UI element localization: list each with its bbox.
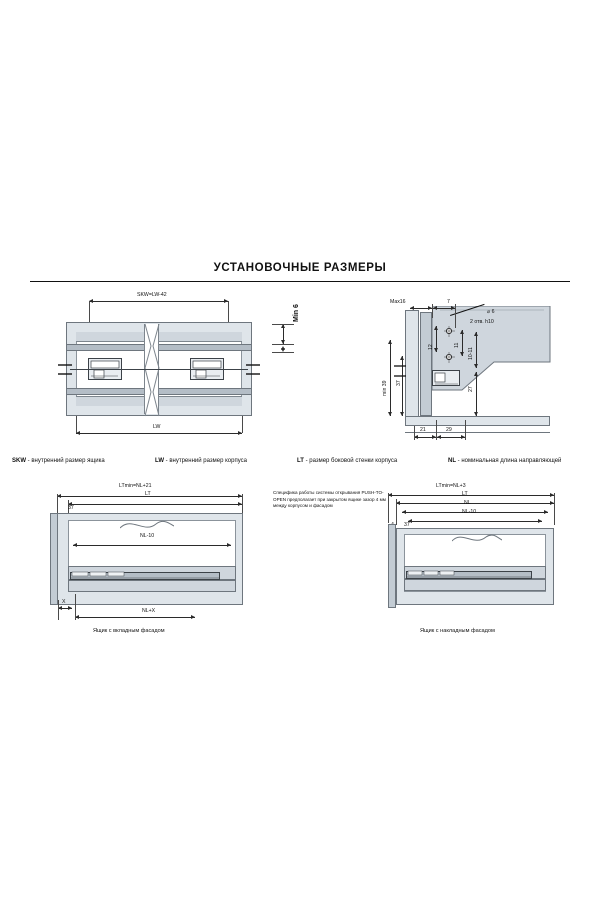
dim-label-min6: Min 6: [293, 304, 300, 322]
dim-label-lt-min-right: LTmin=NL+3: [436, 483, 466, 489]
dim-arrow-min39-up: [388, 340, 392, 344]
facade-right: [388, 524, 396, 608]
legend-code-lt: LT: [297, 458, 304, 464]
legend-code-skw: SKW: [12, 458, 26, 464]
cabinet-side-panel: [420, 312, 432, 416]
figure-caption-left: Ящик с вкладным фасадом: [93, 628, 165, 634]
ext-line-lw-right: [242, 415, 243, 433]
legend-text-lw: - внутренний размер корпуса: [165, 458, 247, 464]
hole-symbol-lower: [444, 352, 456, 364]
dim-arrow-min6b-down: [281, 348, 285, 352]
dim-label-x: X: [62, 599, 66, 605]
drawer-base-right: [404, 579, 546, 591]
dim-label-29: 29: [446, 427, 452, 433]
dim-line-lt-left: [68, 504, 242, 505]
legend-text-skw: - внутренний размер ящика: [27, 458, 105, 464]
dim-label-nlx: NL+X: [142, 608, 156, 614]
dim-arrow-1011-up: [474, 332, 478, 336]
mechanism-right-detail: [190, 358, 226, 382]
ext-line-br-4: [388, 493, 389, 523]
ext-line-skw-right: [228, 301, 229, 323]
dim-arrow-27-down: [474, 412, 478, 416]
ext-line-bl-5: [75, 594, 76, 620]
dim-label-21: 21: [420, 427, 426, 433]
dim-arrow-nl10l-b: [227, 543, 231, 547]
dim-line-10-11: [476, 332, 477, 368]
dim-label-lt-right: LT: [462, 491, 468, 497]
dim-arrow-nl10r-b: [538, 519, 542, 523]
dim-line-lw: [76, 433, 242, 434]
ext-line-lw-left: [76, 415, 77, 433]
dim-line-27: [476, 372, 477, 416]
screw-marks-section: [394, 360, 408, 382]
drawer-base-left: [68, 580, 236, 592]
screw-marks-left: [58, 360, 74, 380]
ext-line-br-5: [396, 499, 397, 525]
dim-label-max16: Max16: [390, 299, 406, 305]
legend-code-nl: NL: [448, 458, 456, 464]
dim-label-37: 37: [396, 380, 402, 386]
dim-label-27: 27: [468, 386, 474, 392]
ext-line-br-6: [554, 493, 555, 525]
legend-item-nl: [448, 458, 561, 464]
dim-label-37-right: 37: [404, 522, 410, 528]
legend-code-lw: LW: [155, 458, 164, 464]
title-divider: [30, 281, 570, 282]
dim-label-nl10-left: NL-10: [140, 533, 155, 539]
legend-item-skw: [12, 458, 105, 464]
dim-arrow-27-up: [474, 372, 478, 376]
dim-line-nl10-right: [408, 521, 542, 522]
figure-caption-right: Ящик с накладным фасадом: [420, 628, 495, 634]
dim-label-10-11: 10-11: [468, 347, 474, 360]
dim-arrow-1011-down: [474, 364, 478, 368]
dim-label-min39: min 39: [382, 380, 388, 396]
ext-line-br-1: [414, 426, 415, 440]
dim-arrow-nl10l-a: [73, 543, 77, 547]
dim-line-skw: [89, 301, 228, 302]
dim-label-lt-min-left: LTmin=NL+21: [119, 483, 152, 489]
screw-marks-right: [244, 360, 260, 380]
dim-label-nl-right: NL: [464, 500, 471, 506]
dim-label-skw: SKW=LW-42: [137, 292, 167, 298]
legend-text-nl: - номинальная длина направляющей: [457, 458, 562, 464]
ext-line-tr-1: [432, 304, 433, 318]
push-to-open-note: Специфика работы системы открывания PUSH-TO-OPEN предполагает при закрытом ящике зазор 4 мм между корпусом и фасадом: [273, 490, 386, 509]
ext-line-br-3: [465, 420, 466, 440]
dim-arrow-nlx-b: [191, 615, 195, 619]
dim-arrow-x-b: [68, 606, 72, 610]
legend-item-lt: [297, 458, 397, 464]
dim-arrow-29-left: [437, 435, 441, 439]
dim-arrow-nl-right-a: [402, 510, 406, 514]
ext-line-min6-top: [272, 324, 294, 325]
dim-arrow-12-down: [434, 348, 438, 352]
dim-label-nl10-right: NL-10: [462, 509, 477, 515]
break-wave-right: [452, 532, 502, 548]
dim-label-d6: ⌀ 6: [487, 309, 495, 315]
dim-line-ltmin-right: [388, 495, 554, 496]
dim-arrow-nl-right-b: [544, 510, 548, 514]
dim-arrow-37-down: [400, 412, 404, 416]
mechanism-left-detail: [88, 358, 124, 382]
page-title: УСТАНОВОЧНЫЕ РАЗМЕРЫ: [213, 262, 387, 274]
ext-line-min6-bottom2: [272, 352, 294, 353]
legend-text-lt: - размер боковой стенки корпуса: [305, 458, 398, 464]
base-panel-under: [405, 432, 550, 433]
ext-line-min6-bottom: [272, 344, 294, 345]
break-symbol: [142, 322, 162, 418]
dim-label-37-left: 37: [68, 505, 74, 511]
runner-block-detail: [432, 370, 462, 388]
facade-left: [50, 513, 58, 605]
dim-label-lw: LW: [153, 424, 161, 430]
dim-label-lt-left: LT: [145, 491, 151, 497]
dim-arrow-11-down: [460, 352, 464, 356]
ext-line-tr-2: [455, 304, 456, 328]
dim-line-nl10-left: [73, 545, 231, 546]
legend-item-lw: [155, 458, 247, 464]
dim-label-7: 7: [447, 299, 450, 305]
center-line-horizontal: [70, 369, 248, 370]
dim-label-holes: 2 отв. h10: [470, 319, 494, 325]
dim-arrow-max16-left: [410, 306, 414, 310]
dim-line-nlx: [75, 617, 195, 618]
dim-arrow-12-up: [434, 326, 438, 330]
ext-line-skw-left: [89, 301, 90, 323]
dim-arrow-min39-down: [388, 412, 392, 416]
dim-label-12: 12: [428, 344, 434, 350]
page-title-wrap: [0, 258, 600, 276]
ext-line-br-2: [436, 420, 437, 440]
dim-line-min39: [390, 340, 391, 416]
ext-line-bl-4: [58, 600, 59, 620]
dim-label-11: 11: [454, 342, 460, 348]
dim-arrow-7-left: [433, 306, 437, 310]
dim-arrow-11-up: [460, 330, 464, 334]
